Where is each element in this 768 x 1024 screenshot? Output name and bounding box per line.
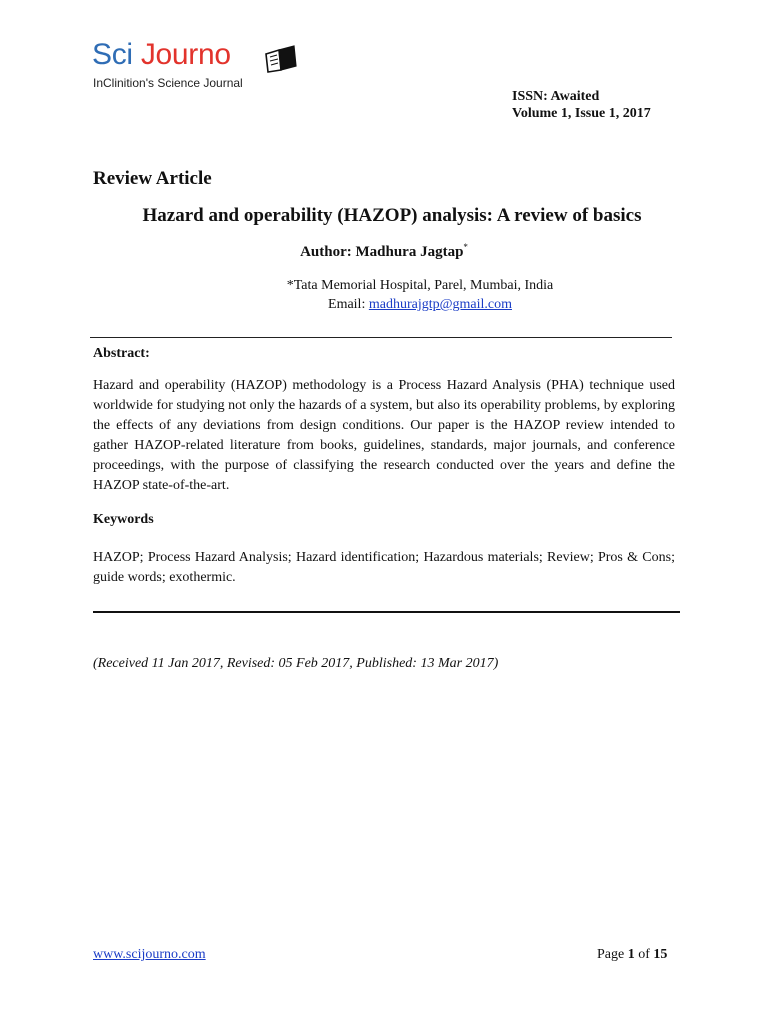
logo-name-part1: Sci <box>92 38 133 71</box>
logo-tagline: InClinition's Science Journal <box>93 76 243 90</box>
logo-wordmark <box>92 38 231 72</box>
publication-dates: (Received 11 Jan 2017, Revised: 05 Feb 2017, Published: 13 Mar 2017) <box>93 656 499 671</box>
abstract-heading: Abstract: <box>93 346 150 361</box>
email-line <box>0 295 768 314</box>
keywords-text: HAZOP; Process Hazard Analysis; Hazard identification; Hazardous materials; Review; Pros & Cons; guide words; exothermic. <box>93 550 675 585</box>
author-name: Author: Madhura Jagtap <box>300 244 464 260</box>
logo-name-part2: Journo <box>140 38 231 71</box>
bottom-divider <box>93 611 680 613</box>
author-mark: * <box>463 242 468 252</box>
page-number <box>597 947 667 963</box>
journal-info <box>512 88 651 122</box>
affiliation-block <box>0 276 768 314</box>
email-link[interactable]: madhurajgtp@gmail.com <box>368 297 512 312</box>
affiliation-text: *Tata Memorial Hospital, Parel, Mumbai, India <box>286 278 554 293</box>
page-total: 15 <box>653 947 668 962</box>
footer-website-link[interactable]: www.scijourno.com <box>93 947 206 962</box>
page-label: Page <box>597 947 625 962</box>
page-current: 1 <box>627 947 635 962</box>
article-title-text: Hazard and operability (HAZOP) analysis: A review of basics <box>142 205 642 226</box>
abstract-text: Hazard and operability (HAZOP) methodology is a Process Hazard Analysis (PHA) technique used worldwide for studying not only the hazards of a system, but also its operability problems, by exploring the effects of any deviations from design conditions. Our paper is the HAZOP review intended to gather HAZOP-related literature from books, guidelines, standards, major journals, and conference proceedings, with the purpose of classifying the research conducted over the years and define the HAZOP state-of-the-art. <box>93 378 675 493</box>
article-type: Review Article <box>93 168 212 189</box>
open-book-icon <box>264 44 298 74</box>
volume-text: Volume 1, Issue 1, 2017 <box>512 106 651 121</box>
top-divider <box>90 337 672 338</box>
page-of: of <box>638 947 650 962</box>
article-title <box>0 205 768 227</box>
keywords-heading: Keywords <box>93 512 154 527</box>
issn-text: ISSN: Awaited <box>512 89 600 104</box>
journal-logo <box>92 38 312 98</box>
email-label: Email: <box>328 297 366 312</box>
author-line <box>0 242 768 261</box>
